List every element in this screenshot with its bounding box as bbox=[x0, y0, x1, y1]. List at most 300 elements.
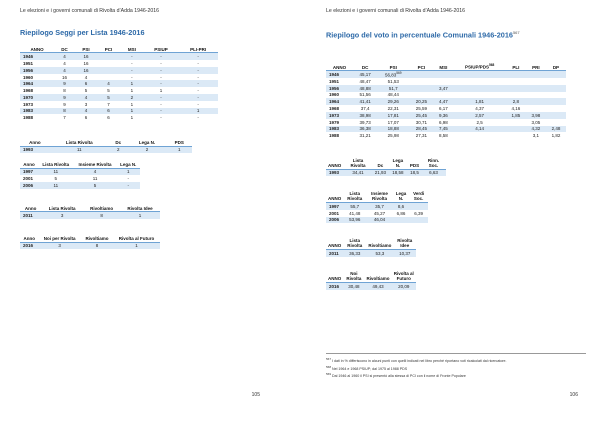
table-cell: 4,32 bbox=[531, 126, 541, 132]
table-cell: - bbox=[160, 60, 162, 66]
table-cell: 55,7 bbox=[350, 203, 360, 209]
year-cell: 1960 bbox=[23, 74, 34, 80]
table-cell bbox=[526, 85, 546, 92]
footnote-ref: 567 bbox=[512, 30, 520, 35]
seats-2011-table bbox=[20, 205, 160, 219]
year-cell: 2016 bbox=[23, 243, 34, 249]
year-cell: 1997 bbox=[23, 169, 34, 175]
table-cell: 4 bbox=[84, 108, 88, 114]
footnote-number: 567 bbox=[326, 356, 332, 361]
table-cell bbox=[506, 71, 526, 78]
table-cell: 51,53 bbox=[387, 78, 399, 84]
table-cell: 4 bbox=[63, 67, 66, 73]
table-cell: 3,47 bbox=[439, 85, 448, 91]
footnote bbox=[326, 372, 586, 380]
column-header: PCI bbox=[417, 64, 426, 70]
table-cell: 1 bbox=[130, 81, 134, 87]
table-row bbox=[326, 78, 566, 85]
column-header: Noi per Rivolta bbox=[43, 235, 76, 241]
table-row bbox=[326, 71, 566, 78]
column-header: Lista Rivolta bbox=[350, 157, 366, 168]
table-cell bbox=[453, 85, 505, 92]
year-cell: 1997 bbox=[329, 203, 340, 209]
table-cell: 31,21 bbox=[359, 133, 371, 139]
year-cell: 1983 bbox=[329, 126, 340, 132]
table-cell: 21,93 bbox=[374, 170, 387, 176]
percent-section-title bbox=[326, 30, 586, 39]
table-cell bbox=[97, 53, 120, 60]
table-cell: 25,45 bbox=[415, 112, 428, 118]
table-cell: 9 bbox=[63, 81, 66, 87]
table-cell bbox=[453, 78, 505, 85]
year-cell: 1956 bbox=[329, 85, 340, 91]
table-row bbox=[20, 74, 218, 81]
table-cell: 11 bbox=[53, 169, 59, 175]
table-row bbox=[326, 119, 566, 126]
table-cell: 3,98 bbox=[531, 112, 541, 118]
table-cell: 8 bbox=[100, 213, 103, 219]
table-cell: 6 bbox=[107, 108, 110, 114]
table-cell: 30,48 bbox=[348, 283, 360, 289]
table-cell: 7,45 bbox=[439, 126, 448, 132]
table-cell bbox=[97, 67, 120, 74]
year-cell: 1956 bbox=[23, 67, 34, 73]
year-cell: 1951 bbox=[23, 60, 34, 66]
table-cell: 6 bbox=[84, 115, 88, 121]
table-cell bbox=[393, 217, 410, 224]
table-cell: 1 bbox=[130, 108, 134, 114]
table-cell: 17,07 bbox=[387, 119, 399, 125]
table-cell: 16 bbox=[83, 54, 89, 60]
table-cell: 11 bbox=[92, 176, 98, 182]
table-row bbox=[326, 105, 566, 112]
table-cell bbox=[546, 105, 566, 112]
table-cell bbox=[506, 92, 526, 99]
table-row bbox=[20, 175, 140, 182]
table-cell: 8 bbox=[63, 108, 66, 114]
table-cell: 25,98 bbox=[387, 133, 399, 139]
table-cell: 6,98 bbox=[439, 119, 448, 125]
table-cell: 11 bbox=[76, 147, 82, 153]
column-header: DC bbox=[361, 64, 369, 70]
column-header: MSI bbox=[439, 64, 448, 70]
column-header: ANNO bbox=[332, 64, 347, 70]
column-header: Lega N. bbox=[120, 161, 137, 167]
table-cell: 18,5 bbox=[410, 170, 419, 176]
table-cell: - bbox=[197, 60, 199, 66]
year-cell: 1968 bbox=[23, 88, 34, 94]
table-cell: 5 bbox=[107, 88, 110, 94]
footnote-ref: 568 bbox=[488, 63, 495, 68]
year-cell: 1979 bbox=[329, 119, 340, 125]
table-cell: 22,31 bbox=[387, 105, 399, 111]
year-cell: 2006 bbox=[23, 183, 34, 189]
table-cell: 3 bbox=[60, 213, 64, 219]
footnote-text: Dal 1946 al 1960 il PSI si presentò alla stessa di PCI con il nome di Fronte Popolare bbox=[331, 374, 466, 379]
year-cell: 1988 bbox=[329, 133, 340, 139]
table-cell: 1 bbox=[177, 147, 181, 153]
column-header: PDS bbox=[409, 162, 420, 168]
table-cell: 2 bbox=[145, 147, 149, 153]
table-cell: 4 bbox=[63, 60, 66, 66]
table-cell: - bbox=[160, 108, 162, 114]
table-cell: 4 bbox=[107, 81, 110, 87]
table-cell bbox=[526, 105, 546, 112]
percent-main-table bbox=[326, 63, 566, 139]
table-cell bbox=[506, 126, 526, 133]
table-cell bbox=[433, 78, 453, 85]
column-header: PSIUP bbox=[154, 46, 168, 52]
table-cell: 2,8 bbox=[512, 99, 519, 105]
table-cell: 1 bbox=[135, 243, 138, 249]
table-cell: 41,41 bbox=[359, 99, 371, 105]
table-row bbox=[20, 212, 160, 219]
table-cell: 3 bbox=[58, 243, 61, 249]
column-header: Rivoltiamo bbox=[85, 235, 109, 241]
table-cell bbox=[546, 92, 566, 99]
table-cell: 2 bbox=[130, 94, 134, 100]
table-cell: 1 bbox=[130, 115, 134, 121]
percent-1993-table bbox=[326, 157, 446, 176]
table-row bbox=[326, 126, 566, 133]
column-header: Rivolta Idee bbox=[397, 237, 413, 249]
table-cell: 6,63 bbox=[429, 170, 438, 176]
column-header: Lista Rivolta bbox=[48, 205, 76, 211]
table-cell: 5 bbox=[84, 88, 88, 94]
table-cell: 36,33 bbox=[349, 250, 361, 256]
column-header: PDS bbox=[174, 139, 184, 145]
table-cell bbox=[506, 132, 526, 139]
table-cell: 28,45 bbox=[415, 126, 428, 132]
table-cell: - bbox=[160, 81, 162, 87]
table-cell bbox=[433, 92, 453, 99]
table-cell bbox=[97, 60, 120, 67]
table-cell: 30,71 bbox=[415, 119, 428, 125]
column-header: Lista Rivolta bbox=[347, 191, 363, 202]
footnote-text: I dati in % differiscono in alcuni punti con quelli indicati nel libro perché riportano voti ricalcolati dal ricercatore. bbox=[331, 358, 507, 363]
year-cell: 1973 bbox=[23, 101, 34, 107]
column-header: ANNO bbox=[328, 196, 342, 202]
table-cell: 6,86 bbox=[396, 210, 406, 216]
table-cell: 34,41 bbox=[352, 170, 364, 176]
table-row bbox=[20, 53, 218, 60]
table-cell bbox=[97, 74, 120, 81]
table-cell: 4,14 bbox=[475, 126, 484, 132]
table-cell: 16 bbox=[83, 67, 89, 73]
column-header: Lista Rivolta bbox=[347, 237, 363, 249]
table-cell: 56,83$^{569}$ bbox=[384, 70, 402, 78]
table-row bbox=[326, 92, 566, 99]
table-cell: - bbox=[160, 101, 162, 107]
column-header: Insieme Rivolta bbox=[371, 191, 388, 202]
table-cell: 7 bbox=[63, 115, 66, 121]
table-cell: 41,48 bbox=[349, 210, 361, 216]
table-cell bbox=[409, 202, 428, 209]
table-cell bbox=[409, 71, 433, 78]
table-row bbox=[20, 67, 218, 74]
table-cell bbox=[526, 71, 546, 78]
table-row bbox=[20, 94, 218, 101]
table-row bbox=[20, 114, 218, 121]
footnote-number: 568 bbox=[326, 364, 332, 369]
footnote-number: 569 bbox=[326, 372, 332, 377]
year-cell: 2001 bbox=[23, 176, 34, 182]
table-cell: 2 bbox=[116, 147, 120, 153]
column-header: Rivolta Idee bbox=[127, 205, 153, 211]
column-header: PLI-PRI bbox=[190, 46, 207, 52]
table-cell: - bbox=[160, 94, 162, 100]
column-header: ANNO bbox=[30, 46, 44, 52]
footnote-ref: 569 bbox=[396, 70, 402, 75]
column-header: Lega N. bbox=[395, 191, 407, 202]
table-cell: - bbox=[197, 54, 199, 60]
table-row bbox=[326, 217, 428, 224]
table-cell: - bbox=[131, 67, 133, 73]
column-header: DP bbox=[552, 64, 560, 70]
table-cell: 18,58 bbox=[392, 170, 404, 176]
table-cell: 7 bbox=[107, 101, 110, 107]
table-cell: 45,27 bbox=[373, 210, 386, 216]
year-cell: 2006 bbox=[329, 217, 340, 223]
table-cell bbox=[526, 78, 546, 85]
table-cell: 45,17 bbox=[359, 72, 371, 78]
column-header: PSIUP/PDS$^{568}$ bbox=[464, 63, 495, 70]
table-cell bbox=[546, 98, 566, 105]
table-cell: 20,09 bbox=[398, 283, 410, 289]
table-cell: 1,82 bbox=[551, 133, 561, 139]
table-cell: 5 bbox=[54, 176, 58, 182]
table-row bbox=[20, 101, 218, 108]
table-cell: - bbox=[197, 115, 199, 121]
year-cell: 1983 bbox=[23, 108, 34, 114]
table-cell: 51,7 bbox=[388, 85, 398, 91]
table-cell: 6 bbox=[84, 81, 88, 87]
year-cell: 1993 bbox=[329, 170, 340, 176]
year-cell: 1973 bbox=[329, 112, 340, 118]
table-row bbox=[326, 169, 446, 176]
footnote bbox=[326, 357, 586, 365]
column-header: PRI bbox=[532, 64, 540, 70]
year-cell: 2016 bbox=[329, 283, 340, 289]
table-cell: 46,04 bbox=[373, 217, 386, 223]
table-cell: 5 bbox=[107, 94, 110, 100]
table-cell: 4,47 bbox=[439, 99, 448, 105]
table-row bbox=[20, 87, 218, 94]
year-cell: 1964 bbox=[329, 99, 340, 105]
table-row bbox=[326, 85, 566, 92]
seats-2016-table bbox=[20, 235, 160, 249]
table-cell: 1 bbox=[196, 108, 200, 114]
year-cell: 1951 bbox=[329, 78, 340, 84]
table-cell: 37,4 bbox=[360, 105, 370, 111]
column-header: Dc bbox=[377, 162, 384, 168]
table-cell: - bbox=[197, 74, 199, 80]
table-cell: 6,39 bbox=[414, 210, 423, 216]
table-cell: 51,56 bbox=[359, 92, 371, 98]
table-cell: - bbox=[197, 88, 199, 94]
table-cell bbox=[433, 71, 453, 78]
running-header: Le elezioni e i governi comunali di Rivolta d’Adda 1946-2016 bbox=[20, 8, 159, 14]
table-cell: 5 bbox=[93, 183, 97, 189]
table-cell bbox=[526, 92, 546, 99]
footnote-text: Nel 1964 e 1968 PSIUP; dal 1975 al 1988 PDS bbox=[331, 366, 408, 371]
seats-1993-table bbox=[20, 139, 192, 153]
year-cell: 2011 bbox=[329, 250, 339, 256]
table-cell bbox=[526, 98, 546, 105]
table-cell: - bbox=[197, 81, 199, 87]
table-cell: 4,16 bbox=[511, 105, 521, 111]
table-row bbox=[20, 168, 140, 175]
table-cell: 16 bbox=[83, 60, 89, 66]
column-header: Rivoltiamo bbox=[90, 205, 114, 211]
table-cell: 2,48 bbox=[551, 126, 561, 132]
column-header: Rivoltiamo bbox=[368, 243, 392, 249]
column-header: ANNO bbox=[328, 162, 342, 168]
table-cell bbox=[546, 71, 566, 78]
column-header: Dc bbox=[115, 139, 122, 145]
table-cell: 4 bbox=[84, 94, 88, 100]
table-cell bbox=[453, 71, 505, 78]
column-header: Lega N. bbox=[138, 139, 156, 145]
table-cell: - bbox=[131, 60, 133, 66]
table-cell: 6 bbox=[107, 115, 110, 121]
column-header: Anno bbox=[23, 161, 35, 167]
year-cell: 1960 bbox=[329, 92, 340, 98]
table-row bbox=[326, 202, 428, 209]
table-cell: 9 bbox=[63, 101, 66, 107]
table-cell bbox=[506, 78, 526, 85]
column-header: Rivoltiamo bbox=[366, 276, 390, 282]
table-cell: 49,43 bbox=[372, 283, 384, 289]
column-header: Lista Rivolta bbox=[65, 139, 93, 145]
year-cell: 1946 bbox=[23, 54, 34, 60]
table-cell: 48,47 bbox=[359, 78, 371, 84]
footnotes bbox=[326, 353, 586, 380]
table-cell bbox=[409, 85, 433, 92]
seats-1997-table bbox=[20, 161, 140, 189]
column-header: Rinn. Soc. bbox=[427, 157, 440, 168]
table-cell: - bbox=[160, 115, 162, 121]
table-cell: 3,05 bbox=[531, 119, 541, 125]
column-header: Lega N. bbox=[392, 157, 404, 168]
year-cell: 1970 bbox=[23, 94, 34, 100]
table-cell: 53,3 bbox=[375, 250, 385, 256]
table-cell: - bbox=[127, 176, 129, 182]
table-cell bbox=[546, 78, 566, 85]
table-cell bbox=[546, 85, 566, 92]
table-cell: - bbox=[131, 54, 133, 60]
year-cell: 1946 bbox=[329, 72, 340, 78]
table-cell: 6,17 bbox=[439, 105, 448, 111]
table-row bbox=[326, 210, 428, 217]
table-cell bbox=[506, 85, 526, 92]
table-row bbox=[326, 283, 416, 290]
seats-section-title: Riepilogo Seggi per Lista 1946-2016 bbox=[20, 28, 145, 37]
table-cell: 2,5 bbox=[476, 119, 483, 125]
table-row bbox=[20, 60, 218, 67]
table-row bbox=[20, 242, 160, 249]
column-header: PSI bbox=[389, 64, 397, 70]
column-header: Rivolta al Futuro bbox=[118, 235, 155, 241]
percent-2016-table bbox=[326, 271, 416, 290]
table-cell: 1 bbox=[159, 88, 163, 94]
year-cell: 2001 bbox=[329, 210, 340, 216]
year-cell: 1964 bbox=[23, 81, 34, 87]
table-cell: 8,58 bbox=[439, 133, 448, 139]
table-cell: - bbox=[160, 74, 162, 80]
table-cell: 11 bbox=[53, 183, 59, 189]
table-cell: 29,26 bbox=[387, 99, 399, 105]
table-cell bbox=[453, 132, 505, 139]
table-cell bbox=[409, 217, 428, 224]
table-cell: 1 bbox=[126, 169, 130, 175]
table-cell: 36,38 bbox=[359, 126, 371, 132]
table-cell: 8 bbox=[63, 88, 66, 94]
table-cell: 1 bbox=[138, 213, 142, 219]
table-cell: - bbox=[131, 74, 133, 80]
table-cell: 1 bbox=[130, 101, 134, 107]
table-cell: 25,59 bbox=[415, 105, 428, 111]
table-cell: 4,37 bbox=[475, 105, 484, 111]
table-cell: 8,6 bbox=[397, 203, 405, 209]
column-header: Anno bbox=[23, 235, 35, 241]
table-row bbox=[326, 132, 566, 139]
table-cell bbox=[506, 119, 526, 126]
column-header: Anno bbox=[24, 205, 37, 211]
table-row bbox=[20, 108, 218, 115]
column-header: MSI bbox=[127, 46, 136, 52]
year-cell: 2011 bbox=[23, 213, 33, 219]
table-cell bbox=[409, 78, 433, 85]
table-cell: 3 bbox=[84, 101, 88, 107]
table-cell bbox=[546, 119, 566, 126]
table-cell: 48,44 bbox=[387, 92, 399, 98]
column-header: PCI bbox=[104, 46, 113, 52]
table-cell: 39,73 bbox=[359, 119, 371, 125]
right-page bbox=[300, 0, 600, 424]
table-cell bbox=[546, 112, 566, 119]
table-cell: - bbox=[127, 183, 129, 189]
table-cell: 35,7 bbox=[375, 203, 384, 209]
table-cell: 4 bbox=[63, 54, 66, 60]
percent-2011-table bbox=[326, 237, 416, 256]
column-header: Noi Rivolta bbox=[346, 271, 362, 282]
table-cell: 4 bbox=[84, 74, 88, 80]
table-cell: 18,88 bbox=[387, 126, 399, 132]
column-header: Anno bbox=[29, 139, 41, 145]
table-cell: 48,88 bbox=[359, 85, 371, 91]
table-cell: 3,1 bbox=[532, 133, 539, 139]
table-cell: 17,81 bbox=[387, 112, 399, 118]
table-cell: - bbox=[197, 101, 199, 107]
table-cell: - bbox=[160, 67, 162, 73]
table-cell: 9,36 bbox=[439, 112, 448, 118]
table-cell: 2,57 bbox=[475, 112, 484, 118]
table-cell: 9 bbox=[63, 94, 66, 100]
table-row bbox=[20, 80, 218, 87]
percent-1997-table bbox=[326, 190, 428, 223]
year-cell: 1993 bbox=[23, 147, 34, 153]
table-cell: 16 bbox=[62, 74, 68, 80]
column-header: ANNO bbox=[328, 276, 342, 282]
table-cell: 38,98 bbox=[359, 112, 371, 118]
page-number: 105 bbox=[251, 392, 260, 398]
table-row bbox=[20, 146, 192, 153]
table-cell: 1 bbox=[130, 88, 134, 94]
column-header: ANNO bbox=[328, 243, 342, 249]
column-header: Verdi Soc. bbox=[413, 191, 425, 202]
table-cell: 1,85 bbox=[511, 112, 521, 118]
